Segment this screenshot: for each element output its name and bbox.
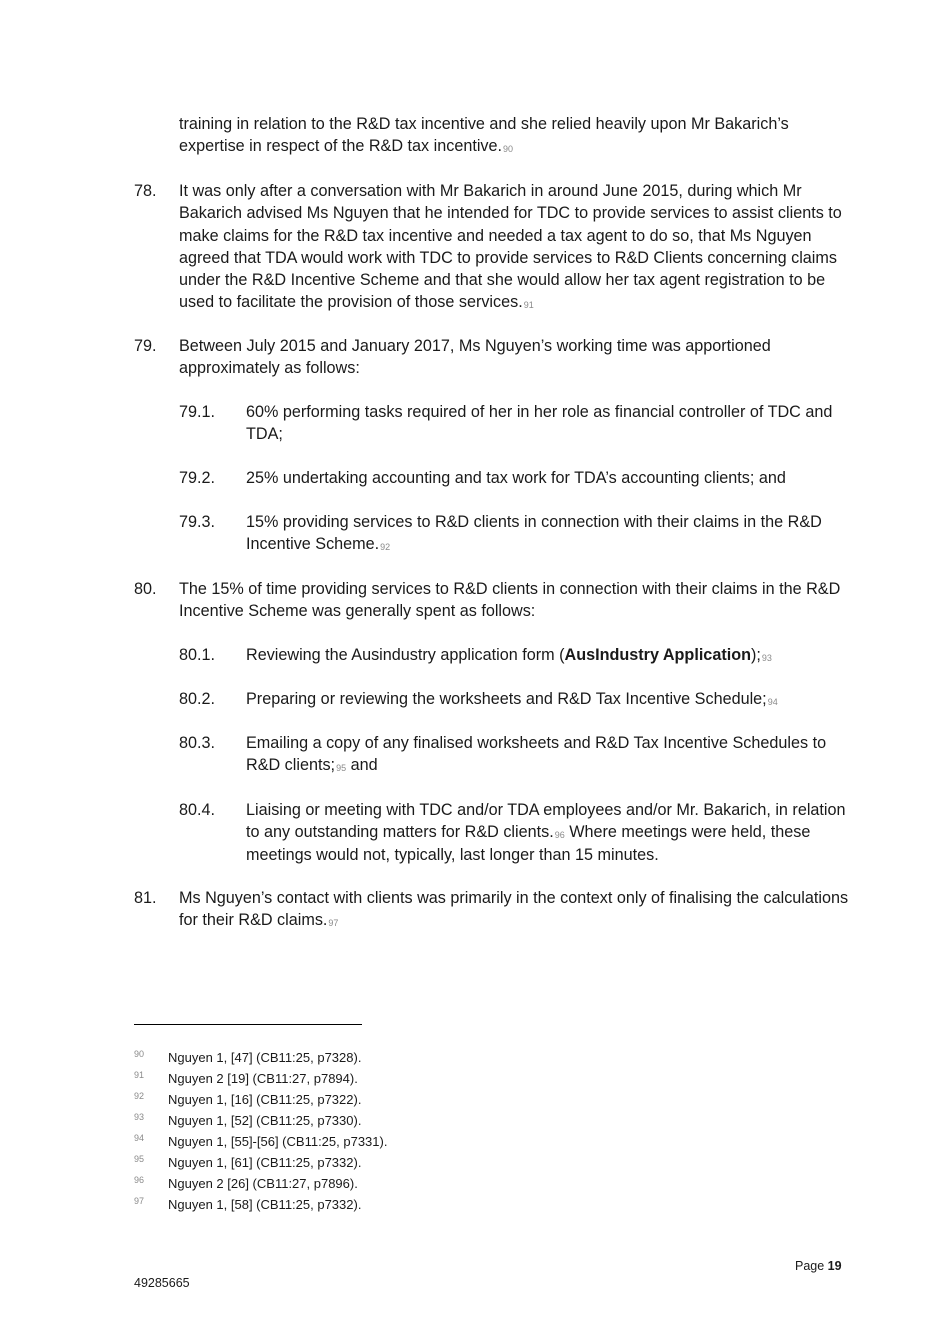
subparagraph-text: Reviewing the Ausindustry application form ( — [246, 646, 565, 664]
subparagraph-number: 79.1. — [179, 403, 216, 421]
subparagraph-text: Preparing or reviewing the worksheets and R&D Tax Incentive Schedule; — [246, 690, 767, 708]
subparagraph-text: Liaising or meeting with TDC and/or TDA employees and/or Mr. Bakarich, in relation to any outstanding matters for R&D clients. — [246, 801, 846, 842]
subparagraph-text: 25% undertaking accounting and tax work for TDA’s accounting clients; and — [246, 469, 786, 487]
footnote-ref[interactable]: 96 — [554, 830, 565, 841]
subparagraph-79-2 — [246, 467, 849, 489]
footnote-ref[interactable]: 97 — [328, 918, 339, 929]
subparagraph-79-3 — [246, 511, 849, 556]
subparagraph-text-end: ); — [750, 646, 761, 664]
footnote-text: Nguyen 2 [19] (CB11:27, p7894). — [168, 1071, 358, 1086]
defined-term: AusIndustry Application — [564, 646, 751, 664]
footnote-text: Nguyen 1, [61] (CB11:25, p7332). — [168, 1155, 362, 1170]
document-id: 49285665 — [134, 1276, 190, 1290]
footnote-text: Nguyen 1, [47] (CB11:25, p7328). — [168, 1050, 362, 1065]
footnote-number: 91 — [134, 1070, 145, 1080]
subparagraph-text: 60% performing tasks required of her in her role as financial controller of TDC and TDA; — [246, 403, 833, 444]
footnote-number: 96 — [134, 1175, 145, 1185]
footnote-number: 94 — [134, 1133, 145, 1143]
subparagraph-80-2 — [246, 688, 849, 710]
page-number — [795, 1255, 842, 1277]
paragraph-text: Between July 2015 and January 2017, Ms Nguyen’s working time was apportioned approximately as follows: — [179, 337, 771, 378]
footnote-number: 93 — [134, 1112, 145, 1122]
footnote-separator — [134, 1024, 362, 1025]
footnote-number: 95 — [134, 1154, 145, 1164]
footnote-text: Nguyen 1, [16] (CB11:25, p7322). — [168, 1092, 362, 1107]
paragraph-77-continuation — [179, 113, 849, 158]
subparagraph-number: 80.1. — [179, 646, 216, 664]
paragraph-number: 78. — [134, 182, 157, 200]
subparagraph-number: 80.4. — [179, 801, 216, 819]
footnote-ref[interactable]: 93 — [761, 653, 772, 663]
footnote-ref[interactable]: 94 — [767, 697, 778, 707]
paragraph-80 — [179, 578, 849, 623]
paragraph-78 — [179, 180, 849, 314]
page-number-value: 19 — [827, 1259, 842, 1273]
paragraph-text: training in relation to the R&D tax incentive and she relied heavily upon Mr Bakarich’s expertise in respect of the R&D tax incentive. — [179, 115, 789, 156]
footnote-number: 92 — [134, 1091, 145, 1101]
subparagraph-text: Emailing a copy of any finalised worksheets and R&D Tax Incentive Schedules to R&D clients; — [246, 734, 827, 775]
subparagraph-text-end: Where meetings were held, these meetings would not, typically, last longer than 15 minutes. — [246, 823, 811, 864]
paragraph-text: It was only after a conversation with Mr Bakarich in around June 2015, during which Mr Bakarich advised Ms Nguyen that he intended for TDC to provide services to assist clients to make claims for the R&D tax incentive and needed a tax agent to do so, that Ms Nguyen agreed that TDA would work with TDC to provide services to R&D Clients concerning claims under the R&D Incentive Scheme and that she would allow her tax agent registration to be used to facilitate the provision of those services. — [179, 182, 842, 312]
footnote-ref[interactable]: 92 — [380, 542, 391, 553]
footnote-text: Nguyen 1, [58] (CB11:25, p7332). — [168, 1197, 362, 1212]
subparagraph-number: 80.3. — [179, 734, 216, 752]
subparagraph-80-3 — [246, 732, 849, 777]
page-label: Page — [795, 1259, 828, 1273]
paragraph-text: Ms Nguyen’s contact with clients was primarily in the context only of finalising the calculations for their R&D claims. — [179, 889, 849, 930]
subparagraph-80-4 — [246, 799, 849, 866]
footnote-text: Nguyen 1, [52] (CB11:25, p7330). — [168, 1113, 362, 1128]
paragraph-number: 81. — [134, 889, 157, 907]
footnote-ref[interactable]: 90 — [503, 144, 514, 155]
paragraph-81 — [179, 887, 849, 932]
footnote-number: 97 — [134, 1196, 145, 1206]
subparagraph-number: 79.3. — [179, 513, 216, 531]
subparagraph-number: 79.2. — [179, 469, 216, 487]
paragraph-text: The 15% of time providing services to R&D clients in connection with their claims in the R&D Incentive Scheme was generally spent as follows: — [179, 580, 841, 621]
paragraph-number: 80. — [134, 580, 157, 598]
subparagraph-text: 15% providing services to R&D clients in connection with their claims in the R&D Incentive Scheme. — [246, 513, 822, 554]
subparagraph-80-1 — [246, 644, 849, 666]
footnote-text: Nguyen 2 [26] (CB11:27, p7896). — [168, 1176, 358, 1191]
footnote-ref[interactable]: 95 — [336, 763, 347, 774]
subparagraph-text-end: and — [346, 756, 378, 775]
footnote-text: Nguyen 1, [55]-[56] (CB11:25, p7331). — [168, 1134, 388, 1149]
paragraph-79 — [179, 335, 849, 380]
footnote-number: 90 — [134, 1049, 145, 1059]
subparagraph-79-1 — [246, 401, 849, 446]
footnote-ref[interactable]: 91 — [523, 300, 534, 311]
paragraph-number: 79. — [134, 337, 157, 355]
subparagraph-number: 80.2. — [179, 690, 216, 708]
